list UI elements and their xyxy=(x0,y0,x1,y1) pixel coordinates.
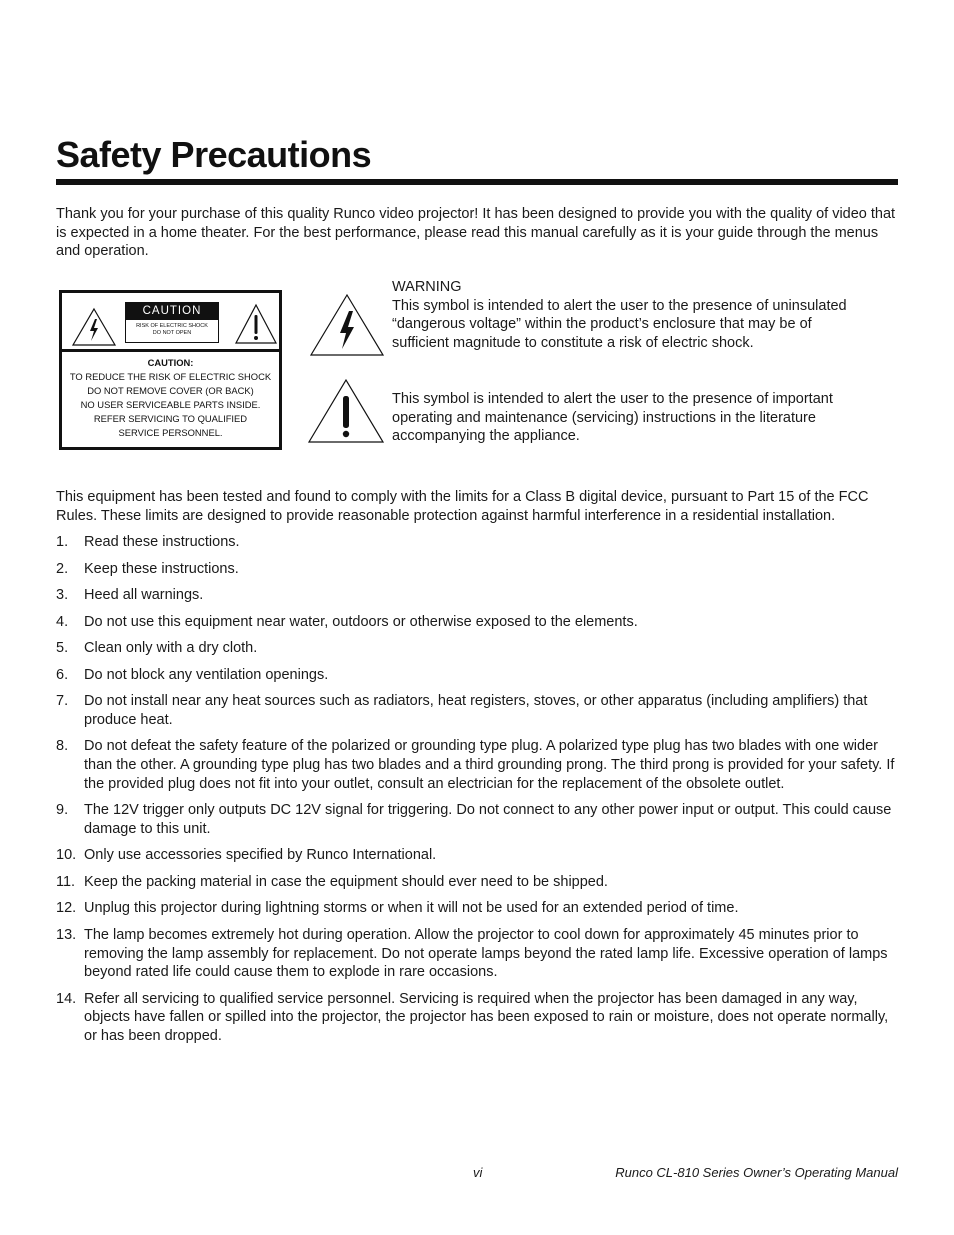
list-text: Keep the packing material in case the equipment should ever need to be shipped. xyxy=(84,873,608,890)
exclamation-triangle-icon xyxy=(307,378,385,444)
list-text: Do not install near any heat sources such as radiators, heat registers, stoves, or other apparatus (including amplifiers) that produce heat. xyxy=(84,693,868,728)
list-item xyxy=(56,873,898,892)
voltage-warning-text: This symbol is intended to alert the user to the presence of uninsulated “dangerous voltage” within the product’s enclosure that may be of sufficient magnitude to constitute a risk of electric shock. xyxy=(392,297,847,352)
list-number: 10. xyxy=(56,847,77,864)
caution-banner: CAUTION xyxy=(126,303,218,320)
list-item xyxy=(56,533,898,552)
caution-line: DO NOT REMOVE COVER (OR BACK) xyxy=(87,385,254,396)
caution-small-text xyxy=(126,323,218,337)
list-item xyxy=(56,613,898,632)
caution-banner-box xyxy=(125,302,219,343)
list-text: Do not use this equipment near water, outdoors or otherwise exposed to the elements. xyxy=(84,613,638,630)
list-number: 4. xyxy=(56,613,69,630)
list-number: 9. xyxy=(56,802,69,819)
exclamation-triangle-icon xyxy=(234,303,278,347)
manual-title: Runco CL-810 Series Owner’s Operating Manual xyxy=(615,1165,898,1180)
title-rule xyxy=(56,179,898,185)
list-item xyxy=(56,737,898,793)
list-item xyxy=(56,926,898,982)
list-item xyxy=(56,692,898,729)
list-number: 11. xyxy=(56,873,76,890)
caution-line: SERVICE PERSONNEL. xyxy=(118,427,223,438)
list-number: 2. xyxy=(56,560,69,577)
list-number: 14. xyxy=(56,990,77,1007)
caution-label xyxy=(59,290,282,450)
list-number: 5. xyxy=(56,640,69,656)
list-number: 8. xyxy=(56,738,69,755)
list-text: Keep these instructions. xyxy=(84,560,239,577)
list-item xyxy=(56,639,898,658)
list-number: 1. xyxy=(56,534,69,550)
caution-label-text xyxy=(62,352,279,447)
list-number: 6. xyxy=(56,666,69,683)
list-item xyxy=(56,560,898,579)
caution-small-line: RISK OF ELECTRIC SHOCK xyxy=(136,323,208,329)
list-item xyxy=(56,586,898,605)
list-text: Read these instructions. xyxy=(84,534,240,550)
list-number: 7. xyxy=(56,693,69,709)
list-item xyxy=(56,899,898,918)
caution-small-line: DO NOT OPEN xyxy=(152,330,192,336)
lightning-bolt-triangle-icon xyxy=(71,307,117,347)
list-text: Refer all servicing to qualified service personnel. Servicing is required when the projector has been damaged in any way, objects have fallen or spilled into the projector, the projector has been exposed to rain or moisture, does not operate normally, or has been dropped. xyxy=(84,990,889,1045)
list-number: 12. xyxy=(56,900,77,917)
safety-instructions-list xyxy=(56,533,898,1054)
list-number: 3. xyxy=(56,587,69,603)
list-item xyxy=(56,801,898,838)
page-title: Safety Precautions xyxy=(56,134,372,175)
list-text: Do not block any ventilation openings. xyxy=(84,666,329,683)
caution-line: TO REDUCE THE RISK OF ELECTRIC SHOCK xyxy=(69,371,272,382)
page-number: vi xyxy=(473,1165,483,1180)
list-text: Unplug this projector during lightning storms or when it will not be used for an extended period of time. xyxy=(84,900,739,917)
lightning-bolt-triangle-icon xyxy=(309,293,385,357)
list-text: The 12V trigger only outputs DC 12V signal for triggering. Do not connect to any other power input or output. This could cause damage to this unit. xyxy=(84,802,892,837)
warning-heading: WARNING xyxy=(392,279,462,295)
list-number: 13. xyxy=(56,926,77,943)
list-text: Heed all warnings. xyxy=(84,587,204,603)
instructions-warning-text: This symbol is intended to alert the user to the presence of important operating and maintenance (servicing) instructions in the literature accompanying the appliance. xyxy=(392,391,833,445)
caution-line: REFER SERVICING TO QUALIFIED xyxy=(93,413,248,424)
list-item xyxy=(56,990,898,1046)
list-text: Do not defeat the safety feature of the polarized or grounding type plug. A polarized type plug has two blades with one wider than the other. A grounding type plug has two blades and a third grounding prong. The third prong is provided for your safety. If the provided plug does not fit into your outlet, consult an electrician for the replacement of the obsolete outlet. xyxy=(84,738,895,792)
warning-block xyxy=(392,278,862,353)
list-item xyxy=(56,846,898,865)
caution-label-top xyxy=(62,293,279,349)
list-item xyxy=(56,666,898,685)
intro-paragraph: Thank you for your purchase of this quality Runco video projector! It has been designed to provide you with the quality of video that is expected in a home theater. For the best performance, please read this manual carefully as it is your guide through the menus and operation. xyxy=(56,206,896,260)
caution-line: NO USER SERVICEABLE PARTS INSIDE. xyxy=(80,399,261,410)
list-text: The lamp becomes extremely hot during operation. Allow the projector to cool down for approximately 45 minutes prior to removing the lamp assembly for replacement. Do not operate lamps beyond the rated lamp life. Excessive operation of lamps beyond rated life could cause them to explode in rare occasions. xyxy=(84,926,888,981)
list-text: Only use accessories specified by Runco International. xyxy=(84,847,437,864)
fcc-paragraph: This equipment has been tested and found to comply with the limits for a Class B digital device, pursuant to Part 15 of the FCC Rules. These limits are designed to provide reasonable protection against harmful interference in a residential installation. xyxy=(56,489,869,524)
caution-heading: CAUTION: xyxy=(147,357,194,368)
list-text: Clean only with a dry cloth. xyxy=(84,640,258,656)
